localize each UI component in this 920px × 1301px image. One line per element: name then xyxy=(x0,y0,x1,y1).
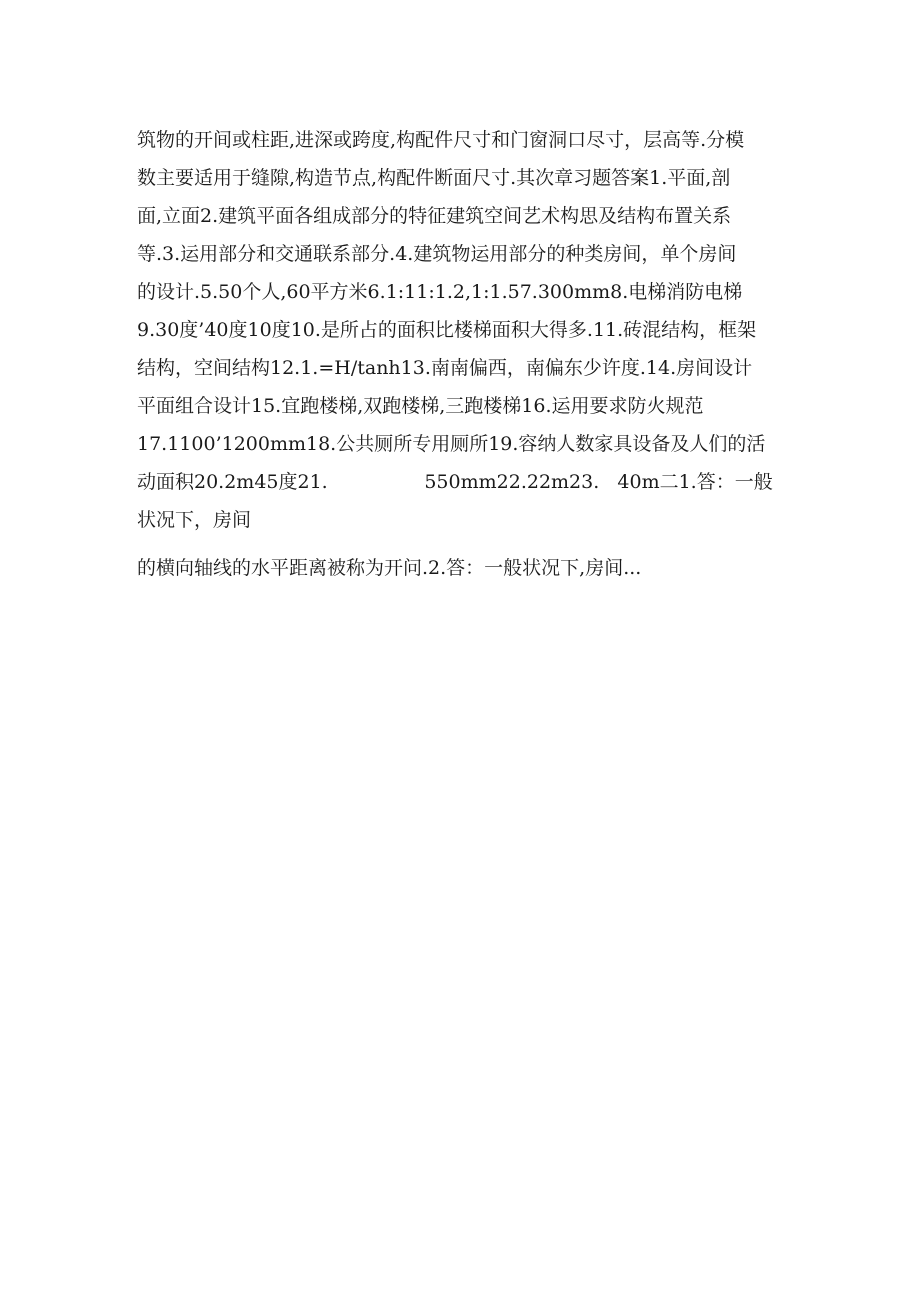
text-line: 结构，空间结构12.1.=H/tanh13.南南偏西，南偏东少许度.14.房间设计 xyxy=(137,357,753,379)
text-line: 状况下，房间 xyxy=(137,509,252,531)
text-line: 的横向轴线的水平距离被称为开问.2.答：一般状况下,房间... xyxy=(137,557,642,579)
text-line: 9.30度’40度10度10.是所占的面积比楼梯面积大得多.11.砖混结构，框架 xyxy=(137,319,757,341)
text-line: 动面积20.2m45度21. 550mm22.22m23. 40m二1.答：一般 xyxy=(137,471,773,493)
text-line: 平面组合设计15.宜跑楼梯,双跑楼梯,三跑楼梯16.运用要求防火规范 xyxy=(137,395,704,417)
text-line: 的设计.5.50个人,60平方米6.1:11:1.2,1:1.57.300mm8.电梯消防电梯 xyxy=(137,281,743,303)
paragraph-gap xyxy=(137,539,797,549)
text-line: 面,立面2.建筑平面各组成部分的特征建筑空间艺术构思及结构布置关系 xyxy=(137,205,732,227)
text-line: 筑物的开间或柱距,进深或跨度,构配件尺寸和门窗洞口尽寸，层高等.分模 xyxy=(137,129,745,151)
answer-text-block xyxy=(137,121,797,587)
text-line: 数主要适用于缝隙,构造节点,构配件断面尺寸.其次章习题答案1.平面,剖 xyxy=(137,167,731,189)
text-line: 17.1100’1200mm18.公共厕所专用厕所19.容纳人数家具设备及人们的活 xyxy=(137,433,766,455)
text-line: 等.3.运用部分和交通联系部分.4.建筑物运用部分的种类房间，单个房间 xyxy=(137,243,737,265)
